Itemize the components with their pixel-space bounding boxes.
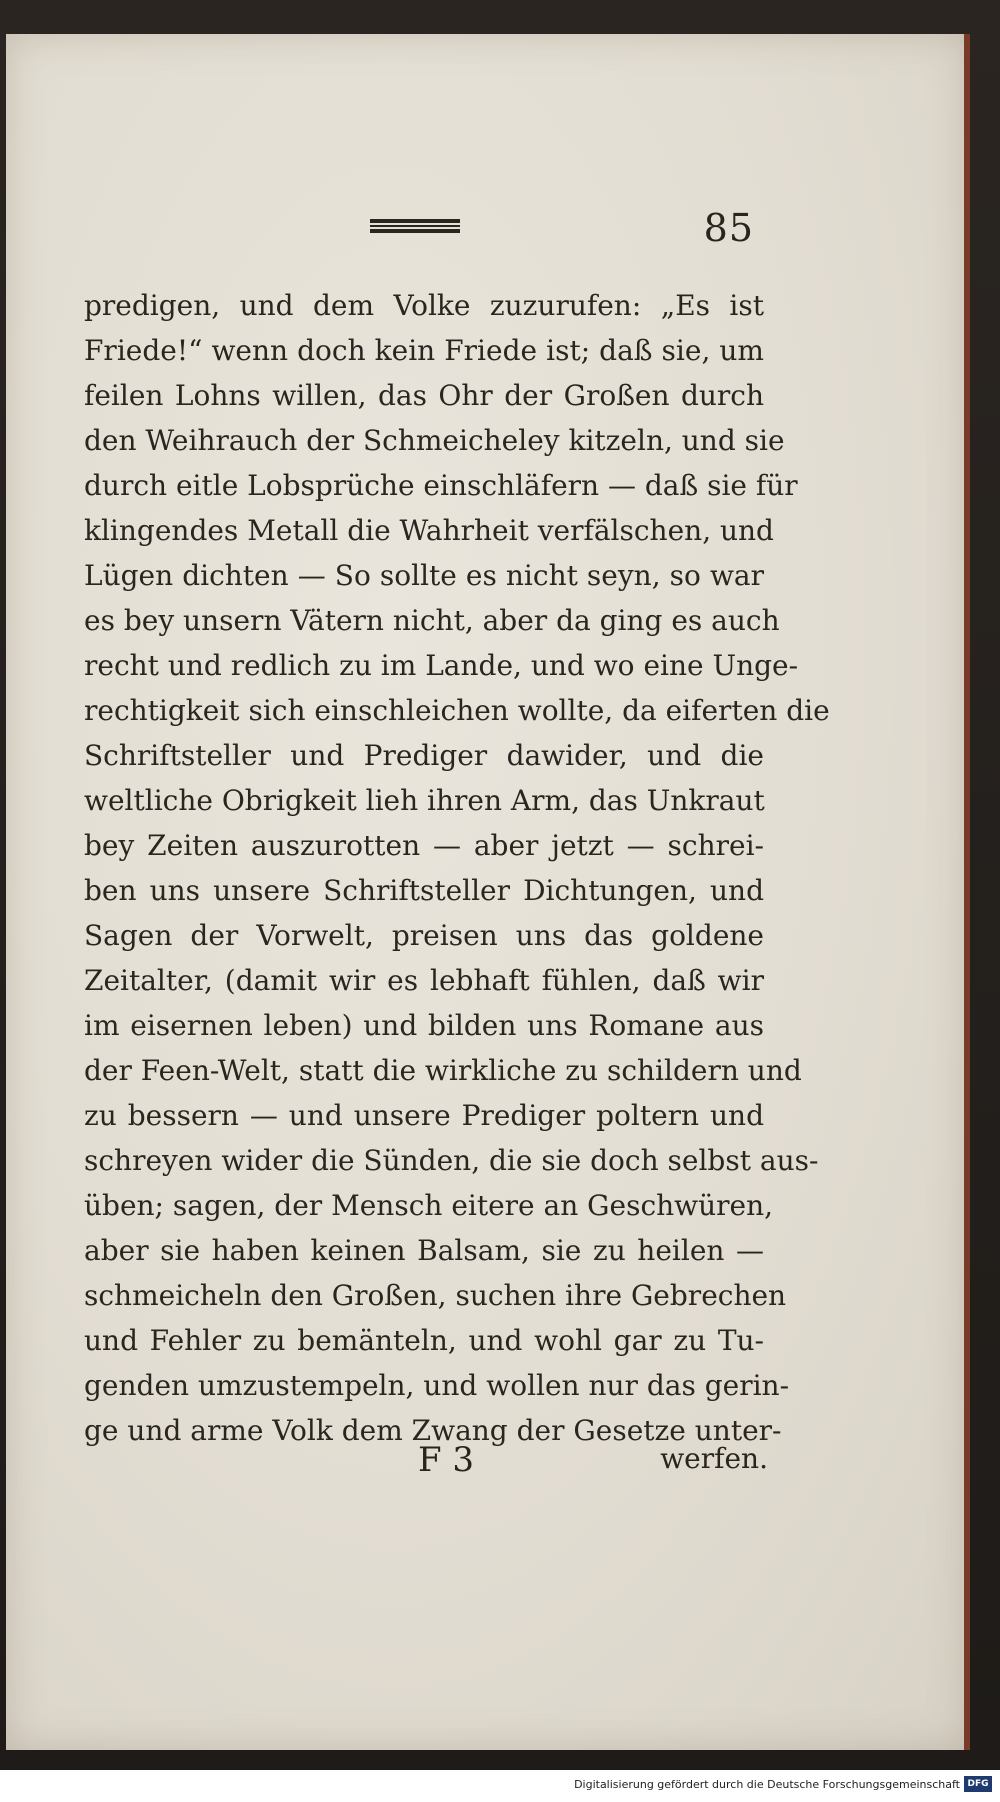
text-line: und Fehler zu bemänteln, und wohl gar zu Tu-	[84, 1324, 764, 1357]
text-line: weltliche Obrigkeit lieh ihren Arm, das Unkraut	[84, 784, 765, 817]
text-line: ben uns unsere Schriftsteller Dichtungen, und	[84, 874, 764, 907]
text-line: der Feen-Welt, statt die wirkliche zu schildern und	[84, 1054, 802, 1087]
dfg-logo: DFG	[964, 1776, 992, 1792]
header-ornament-rule	[370, 219, 460, 233]
text-line: ge und arme Volk dem Zwang der Gesetze unter-	[84, 1414, 782, 1447]
text-line: Zeitalter, (damit wir es lebhaft fühlen, daß wir	[84, 964, 764, 997]
text-line: Schriftsteller und Prediger dawider, und die	[84, 739, 764, 772]
text-line: rechtigkeit sich einschleichen wollte, da eiferten die	[84, 694, 830, 727]
text-line: aber sie haben keinen Balsam, sie zu heilen —	[84, 1234, 764, 1267]
text-line: Friede!“ wenn doch kein Friede ist; daß sie, um	[84, 334, 764, 367]
signature-mark: F 3	[418, 1440, 475, 1480]
text-line: üben; sagen, der Mensch eitere an Geschwüren,	[84, 1189, 774, 1222]
text-line: klingendes Metall die Wahrheit verfälschen, und	[84, 514, 774, 547]
funding-credit: Digitalisierung gefördert durch die Deutsche Forschungsgemeinschaft	[574, 1778, 960, 1791]
text-line: im eisernen leben) und bilden uns Romane aus	[84, 1009, 764, 1042]
text-line: Lügen dichten — So sollte es nicht seyn, so war	[84, 559, 764, 592]
text-line: schmeicheln den Großen, suchen ihre Gebrechen	[84, 1279, 787, 1312]
body-text	[84, 283, 830, 1453]
text-line: den Weihrauch der Schmeicheley kitzeln, und sie	[84, 424, 785, 457]
text-line: feilen Lohns willen, das Ohr der Großen durch	[84, 379, 764, 412]
text-line: bey Zeiten auszurotten — aber jetzt — schrei-	[84, 829, 764, 862]
text-line: recht und redlich zu im Lande, und wo eine Unge-	[84, 649, 799, 682]
text-line: Sagen der Vorwelt, preisen uns das goldene	[84, 919, 764, 952]
text-line: genden umzustempeln, und wollen nur das gerin-	[84, 1369, 790, 1402]
text-line: es bey unsern Vätern nicht, aber da ging es auch	[84, 604, 780, 637]
catchword: werfen.	[660, 1442, 768, 1475]
text-line: durch eitle Lobsprüche einschläfern — daß sie für	[84, 469, 798, 502]
page-number: 85	[703, 206, 754, 250]
text-line: zu bessern — und unsere Prediger poltern und	[84, 1099, 764, 1132]
digitization-footer	[0, 1770, 1000, 1802]
text-line: predigen, und dem Volke zuzurufen: „Es ist	[84, 289, 764, 322]
text-line: schreyen wider die Sünden, die sie doch selbst aus-	[84, 1144, 819, 1177]
page-edge	[964, 34, 970, 1750]
